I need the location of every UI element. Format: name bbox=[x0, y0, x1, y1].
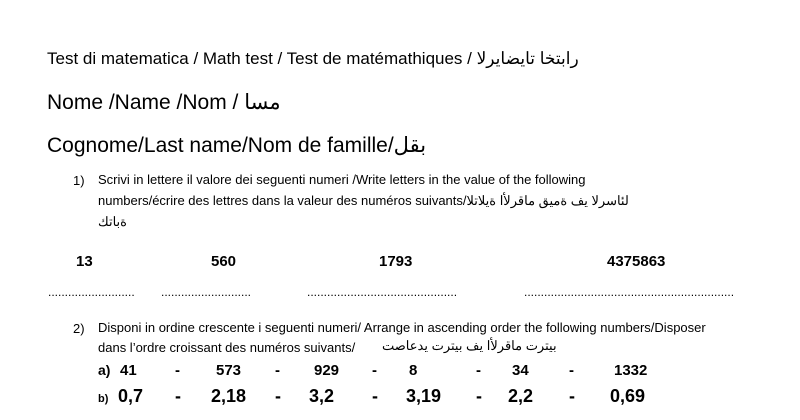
row-b-value-3: 3,2 bbox=[309, 386, 335, 406]
number-13: 13 bbox=[76, 253, 93, 270]
answer-blank-3: ............................................. bbox=[307, 285, 458, 299]
name-label: Nome /Name /Nom / مسا bbox=[47, 91, 281, 114]
row-b-sep-1: - bbox=[175, 386, 181, 406]
row-a-label: a) bbox=[98, 362, 111, 378]
row-a-value-1: 41 bbox=[120, 362, 137, 379]
row-a-sep-5: - bbox=[569, 362, 574, 379]
row-b-value-2: 2,18 bbox=[211, 386, 247, 406]
question-2-line-1: Disponi in ordine crescente i seguenti numeri/ Arrange in ascending order the following numbers/Disposer bbox=[98, 320, 706, 335]
question-1-number: 1) bbox=[73, 173, 85, 188]
row-b-label: b) bbox=[98, 393, 109, 405]
question-1-line-2: numbers/écrire des lettres dans la valeur des numéros suivants/لئاسرلا يف ةميق ماقرلأا ةيلاتلا bbox=[98, 193, 629, 208]
row-a-sep-1: - bbox=[175, 362, 180, 379]
row-a-sep-3: - bbox=[372, 362, 377, 379]
row-a-value-4: 8 bbox=[409, 362, 418, 379]
row-a-sep-2: - bbox=[275, 362, 280, 379]
row-b-sep-4: - bbox=[476, 386, 482, 406]
question-2-line-2: dans l’ordre croissant des numéros suivants/ bbox=[98, 340, 356, 355]
row-b-value-5: 2,2 bbox=[508, 386, 534, 406]
number-1793: 1793 bbox=[379, 253, 413, 270]
row-b-sep-3: - bbox=[372, 386, 378, 406]
row-b-sep-5: - bbox=[569, 386, 575, 406]
surname-label: Cognome/Last name/Nom de famille/بقل bbox=[47, 134, 427, 157]
number-4375863: 4375863 bbox=[607, 253, 666, 270]
answer-blank-4: ............................................................... bbox=[524, 285, 735, 299]
test-title: Test di matematica / Math test / Test de matémathiques / رابتخا تايضايرلا bbox=[47, 49, 579, 68]
row-b-value-4: 3,19 bbox=[406, 386, 442, 406]
question-1-line-3: ةباتك bbox=[98, 214, 127, 229]
answer-blank-2: ........................... bbox=[161, 285, 252, 299]
row-b-value-1: 0,7 bbox=[118, 386, 144, 406]
row-a-value-3: 929 bbox=[314, 362, 340, 379]
row-b-sep-2: - bbox=[275, 386, 281, 406]
row-a-value-2: 573 bbox=[216, 362, 242, 379]
row-a-sep-4: - bbox=[476, 362, 481, 379]
row-a-value-6: 1332 bbox=[614, 362, 648, 379]
answer-blank-1: .......................... bbox=[48, 285, 135, 299]
question-1-line-1: Scrivi in lettere il valore dei seguenti numeri /Write letters in the value of the following bbox=[98, 172, 586, 187]
number-560: 560 bbox=[211, 253, 237, 270]
row-a-value-5: 34 bbox=[512, 362, 529, 379]
question-2-line-2-arabic: بيترت ماقرلأا يف بيترت يدعاصت bbox=[382, 338, 557, 353]
row-b-value-6: 0,69 bbox=[610, 386, 646, 406]
question-2-number: 2) bbox=[73, 321, 85, 336]
